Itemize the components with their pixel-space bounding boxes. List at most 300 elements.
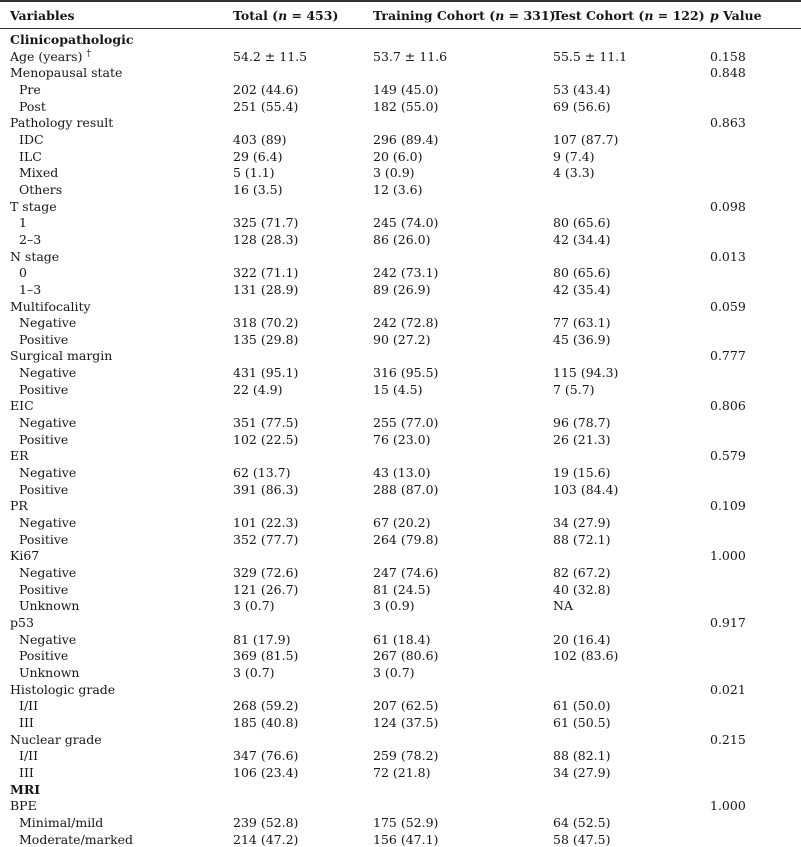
cell-p: 0.806 — [710, 398, 746, 414]
table-row — [0, 565, 801, 582]
cell-training: 72 (21.8) — [373, 764, 431, 780]
cell-test: 7 (5.7) — [553, 381, 595, 397]
row-label: Post — [19, 98, 46, 114]
cell-test: 4 (3.3) — [553, 165, 595, 181]
cell-total: 102 (22.5) — [233, 431, 299, 447]
cell-training: 53.7 ± 11.6 — [373, 48, 448, 64]
cell-p: 0.777 — [710, 348, 746, 364]
cell-p — [700, 482, 801, 499]
row-label: Ki67 — [10, 548, 40, 564]
cell-training: 61 (18.4) — [373, 631, 431, 647]
cell-p — [700, 265, 801, 282]
cell-total: 121 (26.7) — [233, 581, 299, 597]
cell-training: 149 (45.0) — [373, 81, 439, 97]
cell-p — [700, 815, 801, 832]
cell-test: 115 (94.3) — [553, 365, 619, 381]
cell-total — [223, 732, 363, 749]
row-label: Positive — [19, 481, 69, 497]
row-label: Histologic grade — [10, 681, 116, 697]
row-label: III — [19, 764, 34, 780]
dagger-symbol: † — [86, 48, 91, 59]
cell-p — [700, 82, 801, 99]
cell-total: 62 (13.7) — [233, 465, 291, 481]
cell-total: 128 (28.3) — [233, 231, 299, 247]
header-text: Test Cohort ( — [553, 7, 645, 23]
cell-test: 102 (83.6) — [553, 648, 619, 664]
cell-total: 135 (29.8) — [233, 331, 299, 347]
cell-total — [223, 498, 363, 515]
cell-p — [700, 748, 801, 765]
row-label: Unknown — [19, 664, 80, 680]
table-row — [0, 682, 801, 699]
cell-training: 15 (4.5) — [373, 381, 423, 397]
table-row — [0, 82, 801, 99]
cell-test — [543, 348, 700, 365]
cell-test — [543, 115, 700, 132]
row-label: Negative — [19, 565, 77, 580]
cell-training: 288 (87.0) — [373, 481, 439, 497]
row-label: Positive — [19, 431, 69, 447]
cell-test — [543, 498, 700, 515]
table-row — [0, 765, 801, 782]
cell-total — [223, 782, 363, 799]
row-label: I/II — [19, 698, 39, 714]
row-label: Minimal/mild — [19, 814, 104, 830]
table-row — [0, 648, 801, 665]
cell-training — [363, 115, 543, 132]
col-header-p-value — [700, 1, 801, 29]
cell-training — [363, 65, 543, 82]
row-label: Negative — [19, 415, 77, 431]
cell-p — [700, 515, 801, 532]
cell-p — [700, 465, 801, 482]
row-label: Unknown — [19, 598, 80, 614]
cell-test: 45 (36.9) — [553, 331, 611, 347]
header-text: Training Cohort ( — [373, 7, 496, 23]
cell-training: 124 (37.5) — [373, 714, 439, 730]
table-header-row — [0, 1, 801, 29]
cell-total: 101 (22.3) — [233, 515, 299, 531]
cell-test: 61 (50.0) — [553, 698, 611, 714]
cell-p — [700, 415, 801, 432]
cell-p — [700, 315, 801, 332]
cell-p: 1.000 — [710, 798, 746, 814]
cell-test: 53 (43.4) — [553, 81, 611, 97]
cell-total — [223, 199, 363, 216]
cell-p — [700, 532, 801, 549]
cell-test: 9 (7.4) — [553, 148, 595, 164]
cell-training — [363, 199, 543, 216]
cell-total: 202 (44.6) — [233, 81, 299, 97]
table-row — [0, 415, 801, 432]
cell-training: 156 (47.1) — [373, 831, 439, 847]
row-label — [0, 49, 223, 66]
cell-total: 369 (81.5) — [233, 648, 299, 664]
cell-p — [700, 432, 801, 449]
table-row — [0, 29, 801, 49]
row-label: Multifocality — [10, 298, 91, 314]
table-row — [0, 315, 801, 332]
row-label: Pathology result — [10, 115, 114, 131]
row-label: Negative — [19, 315, 77, 331]
cell-p — [700, 365, 801, 382]
header-italic-symbol: p — [710, 7, 719, 23]
table-row — [0, 365, 801, 382]
table-row — [0, 299, 801, 316]
cell-training: 247 (74.6) — [373, 565, 439, 580]
table-row — [0, 448, 801, 465]
cell-test — [543, 65, 700, 82]
cell-training — [363, 798, 543, 815]
cell-total: 351 (77.5) — [233, 415, 299, 431]
cell-test: 82 (67.2) — [553, 565, 611, 580]
table-row — [0, 715, 801, 732]
cell-total: 431 (95.1) — [233, 365, 299, 381]
table-row — [0, 598, 801, 615]
cell-total: 214 (47.2) — [233, 831, 299, 847]
cell-total: 268 (59.2) — [233, 698, 299, 714]
cell-training: 267 (80.6) — [373, 648, 439, 664]
cell-test: 20 (16.4) — [553, 631, 611, 647]
cell-total: 239 (52.8) — [233, 814, 299, 830]
col-header-variables: Variables — [0, 1, 223, 29]
cell-training — [363, 348, 543, 365]
table-row — [0, 665, 801, 682]
cell-p — [700, 665, 801, 682]
cell-test: 34 (27.9) — [553, 764, 611, 780]
row-label: Positive — [19, 331, 69, 347]
cell-test: 42 (34.4) — [553, 231, 611, 247]
cell-test: 80 (65.6) — [553, 265, 611, 281]
cell-training: 259 (78.2) — [373, 748, 439, 764]
table-body — [0, 29, 801, 847]
cell-total — [223, 398, 363, 415]
cell-p: 0.013 — [710, 248, 746, 264]
row-label: Surgical margin — [10, 348, 113, 364]
row-label: Pre — [19, 81, 41, 97]
row-label: Others — [19, 181, 63, 197]
cell-total: 131 (28.9) — [233, 281, 299, 297]
row-label: Positive — [19, 581, 69, 597]
cell-training: 76 (23.0) — [373, 431, 431, 447]
cell-total: 325 (71.7) — [233, 215, 299, 231]
table-row — [0, 265, 801, 282]
cell-p — [700, 99, 801, 116]
cell-p — [700, 132, 801, 149]
cell-training: 264 (79.8) — [373, 531, 439, 547]
cell-training — [363, 615, 543, 632]
table-row — [0, 482, 801, 499]
table-row — [0, 99, 801, 116]
table-row — [0, 282, 801, 299]
cell-training: 242 (73.1) — [373, 265, 439, 281]
cell-total: 22 (4.9) — [233, 381, 283, 397]
cell-training: 3 (0.9) — [373, 598, 415, 614]
cell-training: 90 (27.2) — [373, 331, 431, 347]
row-label: Positive — [19, 531, 69, 547]
header-italic-symbol: n — [495, 7, 505, 23]
cell-p — [700, 182, 801, 199]
header-text: = 331) — [504, 7, 556, 23]
header-text: = 453) — [287, 7, 339, 23]
table-row — [0, 832, 801, 847]
cell-training: 12 (3.6) — [373, 181, 423, 197]
cell-p: 0.215 — [710, 731, 746, 747]
cell-test — [543, 299, 700, 316]
row-label-text: Age (years) — [10, 48, 87, 64]
table-row — [0, 532, 801, 549]
cell-total — [223, 65, 363, 82]
cell-p — [700, 382, 801, 399]
cell-total: 106 (23.4) — [233, 764, 299, 780]
cell-p: 0.021 — [710, 681, 746, 697]
cell-total: 318 (70.2) — [233, 315, 299, 331]
row-label: III — [19, 714, 34, 730]
cell-training — [363, 29, 543, 49]
cell-training: 207 (62.5) — [373, 698, 439, 714]
table-row — [0, 332, 801, 349]
cell-total: 81 (17.9) — [233, 631, 291, 647]
cell-test: 88 (82.1) — [553, 748, 611, 764]
cell-test: 34 (27.9) — [553, 515, 611, 531]
row-label: 0 — [19, 265, 27, 281]
cell-test — [543, 249, 700, 266]
cell-test: 88 (72.1) — [553, 531, 611, 547]
cell-test: 103 (84.4) — [553, 481, 619, 497]
cell-test — [543, 682, 700, 699]
table-row — [0, 232, 801, 249]
cell-total — [223, 249, 363, 266]
cell-total: 322 (71.1) — [233, 265, 299, 281]
row-label: Negative — [19, 515, 77, 531]
cell-test: 26 (21.3) — [553, 431, 611, 447]
table-row — [0, 165, 801, 182]
cell-total: 403 (89) — [233, 131, 287, 147]
cell-test: 40 (32.8) — [553, 581, 611, 597]
col-header-training-cohort — [363, 1, 556, 29]
table-row — [0, 249, 801, 266]
row-label: BPE — [10, 798, 37, 814]
cell-test: 55.5 ± 11.1 — [553, 48, 628, 64]
cell-training: 89 (26.9) — [373, 281, 431, 297]
table-row — [0, 732, 801, 749]
cell-total — [223, 682, 363, 699]
table-row — [0, 748, 801, 765]
cell-training: 182 (55.0) — [373, 98, 439, 114]
header-text: Total ( — [233, 7, 279, 23]
cell-p — [700, 282, 801, 299]
row-label: 1–3 — [19, 281, 42, 297]
table-row — [0, 398, 801, 415]
row-label: 1 — [19, 215, 27, 231]
cell-training — [363, 249, 543, 266]
cell-training: 245 (74.0) — [373, 215, 439, 231]
cell-training — [363, 732, 543, 749]
row-label: Negative — [19, 465, 77, 481]
cell-total: 329 (72.6) — [233, 565, 299, 580]
table-header — [0, 1, 801, 29]
cell-total: 16 (3.5) — [233, 181, 283, 197]
cell-test — [543, 615, 700, 632]
table-row — [0, 465, 801, 482]
table-row — [0, 815, 801, 832]
row-label: ILC — [19, 148, 42, 164]
cell-test — [543, 182, 700, 199]
cell-training: 296 (89.4) — [373, 131, 439, 147]
cell-p — [700, 29, 801, 49]
header-text: = 122) — [653, 7, 705, 23]
cell-training — [363, 498, 543, 515]
cell-test: 42 (35.4) — [553, 281, 611, 297]
table-row — [0, 432, 801, 449]
cell-training: 175 (52.9) — [373, 814, 439, 830]
cell-total: 251 (55.4) — [233, 98, 299, 114]
cell-training: 3 (0.9) — [373, 165, 415, 181]
table-row — [0, 49, 801, 66]
cell-training — [363, 448, 543, 465]
cell-total: 29 (6.4) — [233, 148, 283, 164]
cell-test: 69 (56.6) — [553, 98, 611, 114]
cell-training: 242 (72.8) — [373, 315, 439, 331]
cell-total: 3 (0.7) — [233, 598, 275, 614]
cell-p — [700, 832, 801, 847]
row-label: ER — [10, 448, 29, 464]
cell-training: 255 (77.0) — [373, 415, 439, 431]
cell-training: 20 (6.0) — [373, 148, 423, 164]
row-label: T stage — [10, 198, 57, 214]
table-row — [0, 498, 801, 515]
cell-p: 0.848 — [710, 65, 746, 81]
cell-total: 185 (40.8) — [233, 714, 299, 730]
row-label: I/II — [19, 748, 39, 764]
row-label: Moderate/marked — [19, 831, 134, 847]
cell-total — [223, 548, 363, 565]
row-label: EIC — [10, 398, 34, 414]
row-label: Positive — [19, 381, 69, 397]
header-text: Value — [718, 7, 762, 23]
cell-total: 352 (77.7) — [233, 531, 299, 547]
header-italic-symbol: n — [278, 7, 288, 23]
cell-total: 3 (0.7) — [233, 664, 275, 680]
cell-total — [223, 299, 363, 316]
cell-training: 67 (20.2) — [373, 515, 431, 531]
table-row — [0, 65, 801, 82]
cell-test — [543, 548, 700, 565]
table-row — [0, 348, 801, 365]
row-label: IDC — [19, 131, 44, 147]
cell-p — [700, 648, 801, 665]
cell-p: 0.579 — [710, 448, 746, 464]
cell-p: 1.000 — [710, 548, 746, 564]
cell-p — [700, 582, 801, 599]
cell-training — [363, 398, 543, 415]
row-label: Mixed — [19, 165, 59, 181]
cell-p — [700, 149, 801, 166]
cell-test: 107 (87.7) — [553, 131, 619, 147]
cell-training: 3 (0.7) — [373, 664, 415, 680]
table-row — [0, 215, 801, 232]
cell-total: 391 (86.3) — [233, 481, 299, 497]
col-header-total — [223, 1, 363, 29]
cell-training — [363, 548, 543, 565]
cell-total — [223, 798, 363, 815]
cell-test — [543, 29, 700, 49]
cell-test: 19 (15.6) — [553, 465, 611, 481]
cell-test: 77 (63.1) — [553, 315, 611, 331]
cell-test — [543, 398, 700, 415]
row-label: PR — [10, 498, 28, 514]
table-row — [0, 798, 801, 815]
cell-total — [223, 615, 363, 632]
table-row — [0, 615, 801, 632]
cell-test: 64 (52.5) — [553, 814, 611, 830]
cell-total — [223, 115, 363, 132]
row-label: N stage — [10, 248, 60, 264]
cell-training: 86 (26.0) — [373, 231, 431, 247]
table-row — [0, 182, 801, 199]
cell-total: 347 (76.6) — [233, 748, 299, 764]
cell-p — [700, 598, 801, 615]
cell-p: 0.158 — [710, 48, 746, 64]
table-row — [0, 582, 801, 599]
cell-training: 43 (13.0) — [373, 465, 431, 481]
cell-test — [543, 665, 700, 682]
header-italic-symbol: n — [644, 7, 654, 23]
row-label: Positive — [19, 648, 69, 664]
cell-training — [363, 682, 543, 699]
cell-p — [700, 332, 801, 349]
cell-p: 0.059 — [710, 298, 746, 314]
cell-training — [363, 782, 543, 799]
cell-total — [223, 448, 363, 465]
table-row — [0, 115, 801, 132]
cell-p — [700, 715, 801, 732]
cell-p — [700, 632, 801, 649]
cell-p: 0.098 — [710, 198, 746, 214]
row-label: Negative — [19, 631, 77, 647]
table-row — [0, 149, 801, 166]
row-label: 2–3 — [19, 231, 42, 247]
cell-p — [700, 765, 801, 782]
cell-training: 81 (24.5) — [373, 581, 431, 597]
table-row — [0, 632, 801, 649]
cell-p — [700, 782, 801, 799]
cell-total — [223, 348, 363, 365]
table-row — [0, 548, 801, 565]
cell-test — [543, 732, 700, 749]
cell-test — [543, 448, 700, 465]
row-label: p53 — [10, 614, 34, 630]
table-row — [0, 199, 801, 216]
cell-training: 316 (95.5) — [373, 365, 439, 381]
cell-test: NA — [553, 598, 573, 614]
cell-test — [543, 798, 700, 815]
table-row — [0, 698, 801, 715]
cell-test — [543, 782, 700, 799]
row-label: Clinicopathologic — [10, 32, 134, 47]
cell-test: 80 (65.6) — [553, 215, 611, 231]
cell-test — [543, 199, 700, 216]
cell-total: 54.2 ± 11.5 — [233, 48, 308, 64]
cell-p — [700, 165, 801, 182]
table-row — [0, 132, 801, 149]
cell-p: 0.863 — [710, 115, 746, 131]
table-row — [0, 382, 801, 399]
cell-training — [363, 299, 543, 316]
row-label: Nuclear grade — [10, 731, 102, 747]
cell-p — [700, 698, 801, 715]
table-row — [0, 782, 801, 799]
